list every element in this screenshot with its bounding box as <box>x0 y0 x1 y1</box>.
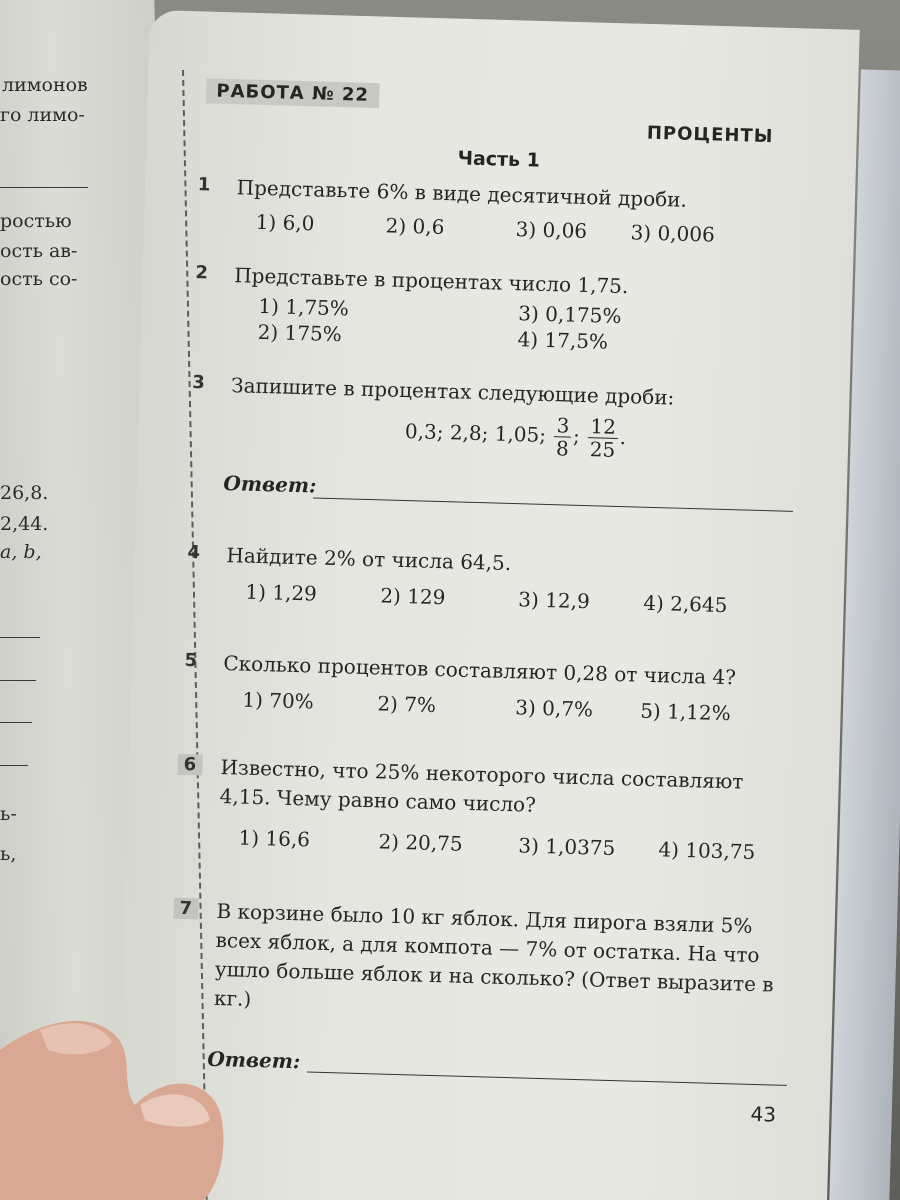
option: 3) 0,175% <box>518 301 622 328</box>
left-page-line: ь, <box>0 843 17 865</box>
task-text: Сколько процентов составляют 0,28 от числа 4? <box>223 651 737 690</box>
work-label: РАБОТА № 22 <box>206 78 379 108</box>
option: 1) 1,75% <box>258 293 350 321</box>
options-row <box>238 826 755 864</box>
option: 2) 7% <box>377 691 437 717</box>
answer-line[interactable] <box>313 497 793 511</box>
option: 1) 6,0 <box>255 209 315 236</box>
fraction-expression <box>404 410 626 461</box>
fraction-numerator: 3 <box>556 413 570 438</box>
task-text: Известно, что 25% некоторого числа составляют 4,15. Чему равно само число? <box>219 754 744 817</box>
fraction-denominator: 8 <box>555 436 570 461</box>
left-page-rule <box>0 187 88 188</box>
task-number: 4 <box>187 541 201 564</box>
option: 2) 129 <box>380 583 446 610</box>
left-page-line: ростью <box>0 210 72 232</box>
left-page-rule <box>0 637 40 638</box>
option: 1) 16,6 <box>238 825 311 852</box>
option: 1) 70% <box>242 687 315 714</box>
left-page-rule <box>0 680 36 681</box>
page-number: 43 <box>750 1101 777 1127</box>
left-page-line: ость ав- <box>0 240 78 262</box>
task-7 <box>172 896 812 1074</box>
option: 2) 0,6 <box>385 213 445 240</box>
left-page-line: го лимо- <box>0 104 85 126</box>
task-3 <box>187 370 827 498</box>
left-page-line: ь- <box>0 803 17 825</box>
options-row <box>255 210 715 247</box>
expression-prefix: 0,3; 2,8; 1,05; <box>404 419 547 447</box>
answer-label: Ответ: <box>223 470 317 498</box>
task-number: 3 <box>191 372 206 394</box>
option: 3) 0,7% <box>514 695 594 722</box>
left-page-line: 26,8. <box>0 482 49 504</box>
task-text: Запишите в процентах следующие дроби: <box>230 373 675 410</box>
topic-title: ПРОЦЕНТЫ <box>646 122 774 148</box>
worksheet <box>164 70 835 1200</box>
option: 3) 0,006 <box>630 220 716 247</box>
option: 2) 20,75 <box>378 829 463 856</box>
option: 3) 0,06 <box>515 217 588 244</box>
task-number: 2 <box>195 262 209 284</box>
option: 3) 12,9 <box>518 587 591 614</box>
option: 5) 1,12% <box>639 698 732 726</box>
task-number: 1 <box>197 174 211 196</box>
task-text: В корзине было 10 кг яблок. Для пирога взяли 5% всех яблок, а для компота — 7% от остатка. На что ушло больше яблок и на сколько? (Ответ выразите в кг.) <box>213 898 774 1011</box>
task-2 <box>190 260 830 354</box>
option: 1) 1,29 <box>245 579 318 606</box>
thumb <box>0 1010 230 1200</box>
task-1 <box>192 172 832 247</box>
option: 3) 1,0375 <box>518 833 616 861</box>
left-page-rule <box>0 722 32 723</box>
option: 4) 17,5% <box>517 327 609 354</box>
part-title: Часть 1 <box>457 147 541 172</box>
task-4 <box>182 540 822 618</box>
answer-line[interactable] <box>307 1072 787 1086</box>
task-5 <box>179 648 819 726</box>
task-number: 7 <box>173 898 198 920</box>
option: 4) 2,645 <box>642 590 728 618</box>
left-page-line: ость со- <box>0 268 78 290</box>
task-text: Представьте в процентах число 1,75. <box>233 263 629 299</box>
task-6 <box>176 752 816 864</box>
expression-suffix: . <box>619 425 627 450</box>
fraction <box>554 414 572 459</box>
task-text: Найдите 2% от числа 64,5. <box>226 543 512 576</box>
option: 4) 103,75 <box>658 837 756 864</box>
fraction-numerator: 12 <box>590 414 617 439</box>
fraction <box>588 415 619 461</box>
left-page-line: a, b, <box>0 541 42 563</box>
option: 2) 175% <box>257 319 343 347</box>
task-number: 6 <box>177 754 202 776</box>
left-page-rule <box>0 765 28 766</box>
task-number: 5 <box>184 649 198 672</box>
fraction-denominator: 25 <box>589 437 616 462</box>
separator: ; <box>572 423 581 448</box>
task-text: Представьте 6% в виде десятичной дроби. <box>236 175 688 212</box>
options-row <box>245 580 728 617</box>
left-page-line: 2,44. <box>0 513 49 535</box>
options-row <box>242 688 731 726</box>
answer-label: Ответ: <box>207 1046 301 1074</box>
left-page-line: лимонов <box>2 74 88 96</box>
